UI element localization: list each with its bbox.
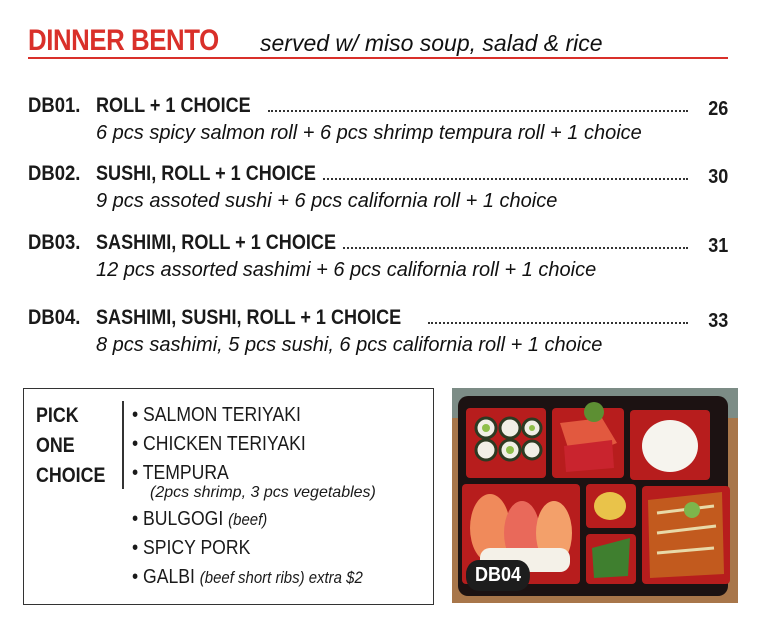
option-label: • SPICY PORK [132,537,251,559]
option-note: (beef) [228,510,268,529]
menu-title: DINNER BENTO [28,24,219,57]
choice-heading-line: CHOICE [36,464,106,487]
option-label: • GALBI [132,566,195,588]
item-code: DB02. [28,162,81,185]
choice-option-spicy-pork [132,534,363,563]
menu-item-db04 [28,302,728,356]
choice-option-chicken-teriyaki [132,430,363,459]
item-code: DB03. [28,231,81,254]
item-description: 12 pcs assorted sashimi + 6 pcs california roll + 1 choice [96,259,597,281]
option-label: • BULGOGI [132,508,224,530]
choice-box [23,388,434,605]
item-price: 26 [707,98,728,120]
item-code: DB01. [28,94,81,117]
item-price: 31 [707,235,728,257]
choice-options [132,401,394,592]
item-name: SUSHI, ROLL + 1 CHOICE [96,162,321,186]
option-label: • SALMON TERIYAKI [132,404,301,426]
item-name: SASHIMI, SUSHI, ROLL + 1 CHOICE [96,306,406,330]
item-name: ROLL + 1 CHOICE [96,94,256,118]
menu-item-db03 [28,227,728,281]
choice-option-galbi [132,563,363,592]
choice-option-bulgogi [132,505,363,534]
menu-header [28,22,736,60]
choice-heading [36,401,105,491]
option-note: (beef short ribs) extra $2 [199,568,363,587]
choice-divider [122,401,124,489]
item-description: 6 pcs spicy salmon roll + 6 pcs shrimp tempura roll + 1 choice [96,122,642,144]
choice-heading-line: ONE [36,434,75,457]
photo-label-badge: DB04 [466,560,530,591]
dot-leader [428,322,688,324]
choice-heading-line: PICK [36,404,79,427]
option-subnote: (2pcs shrimp, 3 pcs vegetables) [150,484,376,501]
choice-option-tempura [132,459,363,488]
item-name: SASHIMI, ROLL + 1 CHOICE [96,231,341,255]
menu-item-db02 [28,158,728,212]
menu-subtitle: served w/ miso soup, salad & rice [260,30,603,56]
menu-item-db01 [28,90,728,144]
item-code: DB04. [28,306,81,329]
item-price: 33 [707,310,728,332]
option-label: • CHICKEN TERIYAKI [132,433,306,455]
header-divider [28,57,728,59]
option-label: • TEMPURA [132,462,229,484]
dot-leader [268,178,688,180]
dot-leader [268,110,688,112]
item-description: 8 pcs sashimi, 5 pcs sushi, 6 pcs california roll + 1 choice [96,334,603,356]
bento-photo [452,388,738,603]
item-description: 9 pcs assoted sushi + 6 pcs california roll + 1 choice [96,190,558,212]
choice-option-salmon-teriyaki [132,401,363,430]
item-price: 30 [707,166,728,188]
